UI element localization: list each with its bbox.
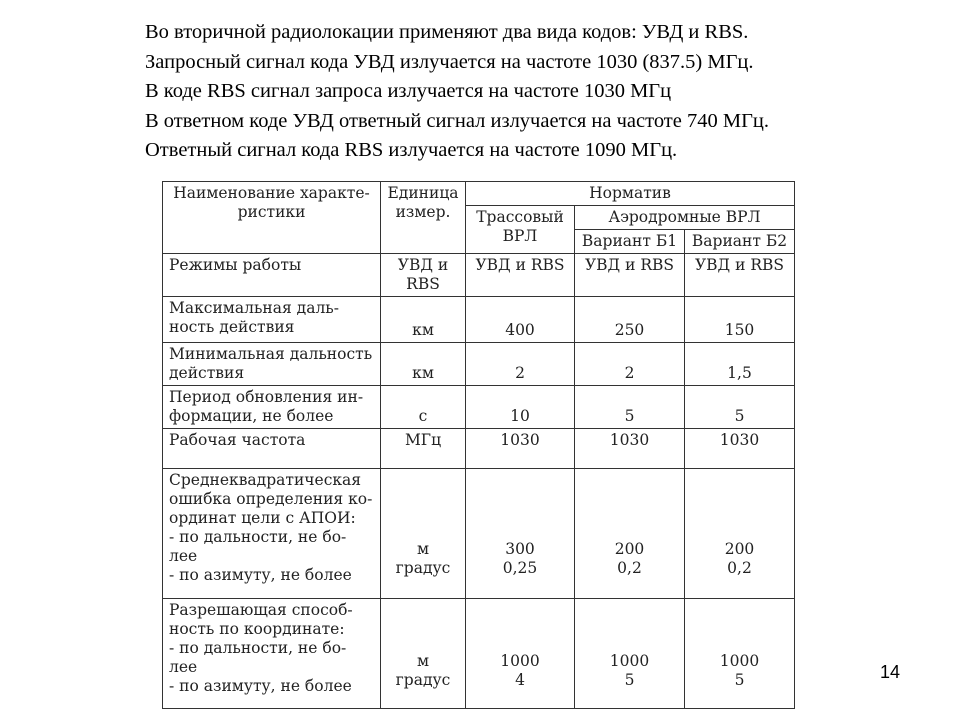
cell-b2: 1030	[685, 429, 795, 469]
cell-name: Разрешающая способ- ность по координате: - по дальности, не бо- лее - по азимуту, не более	[163, 599, 381, 709]
cell-b2: 1000 5	[685, 599, 795, 709]
cell-trassovy: 1030	[466, 429, 575, 469]
cell-b2: 5	[685, 386, 795, 429]
table-header-row	[163, 182, 795, 206]
cell-unit: УВД и RBS	[381, 254, 466, 297]
cell-trassovy: 300 0,25	[466, 469, 575, 599]
cell-b1: УВД и RBS	[575, 254, 685, 297]
cell-b1: 250	[575, 297, 685, 343]
header-name: Наименование характе- ристики	[163, 182, 381, 254]
cell-trassovy: 400	[466, 297, 575, 343]
intro-line: Ответный сигнал кода RBS излучается на частоте 1090 МГц.	[145, 139, 678, 161]
cell-b2: 150	[685, 297, 795, 343]
table-row	[163, 386, 795, 429]
header-variant-b1: Вариант Б1	[575, 230, 685, 254]
intro-line: В коде RBS сигнал запроса излучается на частоте 1030 МГц	[145, 80, 672, 102]
header-unit: Единица измер.	[381, 182, 466, 254]
table-row	[163, 429, 795, 469]
cell-b1: 5	[575, 386, 685, 429]
intro-line: Во вторичной радиолокации применяют два вида кодов: УВД и RBS.	[145, 21, 749, 43]
spec-table	[162, 181, 795, 709]
cell-b2: 1,5	[685, 343, 795, 386]
cell-name: Период обновления ин- формации, не более	[163, 386, 381, 429]
cell-b1: 200 0,2	[575, 469, 685, 599]
cell-trassovy: 1000 4	[466, 599, 575, 709]
intro-line: В ответном коде УВД ответный сигнал излучается на частоте 740 МГц.	[145, 109, 770, 132]
cell-b2: 200 0,2	[685, 469, 795, 599]
cell-unit: м градус	[381, 599, 466, 709]
table-row	[163, 343, 795, 386]
cell-unit: км	[381, 343, 466, 386]
cell-unit: м градус	[381, 469, 466, 599]
cell-unit: МГц	[381, 429, 466, 469]
page-number: 14	[880, 662, 901, 682]
header-trassovy: Трассовый ВРЛ	[466, 206, 575, 254]
table-row	[163, 297, 795, 343]
cell-trassovy: 2	[466, 343, 575, 386]
table-row	[163, 254, 795, 297]
table-row	[163, 599, 795, 709]
intro-line: Запросный сигнал кода УВД излучается на частоте 1030 (837.5) МГц.	[145, 50, 754, 73]
cell-b1: 1030	[575, 429, 685, 469]
cell-b1: 2	[575, 343, 685, 386]
table-row	[163, 469, 795, 599]
cell-b1: 1000 5	[575, 599, 685, 709]
cell-name: Минимальная дальность действия	[163, 343, 381, 386]
cell-name: Рабочая частота	[163, 429, 381, 469]
header-aerodrom: Аэродромные ВРЛ	[575, 206, 795, 230]
header-variant-b2: Вариант Б2	[685, 230, 795, 254]
cell-trassovy: 10	[466, 386, 575, 429]
cell-name: Режимы работы	[163, 254, 381, 297]
cell-name: Среднеквадратическая ошибка определения ко- ординат цели с АПОИ: - по дальности, не бо- лее - по азимуту, не более	[163, 469, 381, 599]
header-norm: Норматив	[466, 182, 795, 206]
intro-text	[145, 18, 925, 166]
cell-name: Максимальная даль- ность действия	[163, 297, 381, 343]
cell-unit: с	[381, 386, 466, 429]
cell-unit: км	[381, 297, 466, 343]
cell-b2: УВД и RBS	[685, 254, 795, 297]
cell-trassovy: УВД и RBS	[466, 254, 575, 297]
